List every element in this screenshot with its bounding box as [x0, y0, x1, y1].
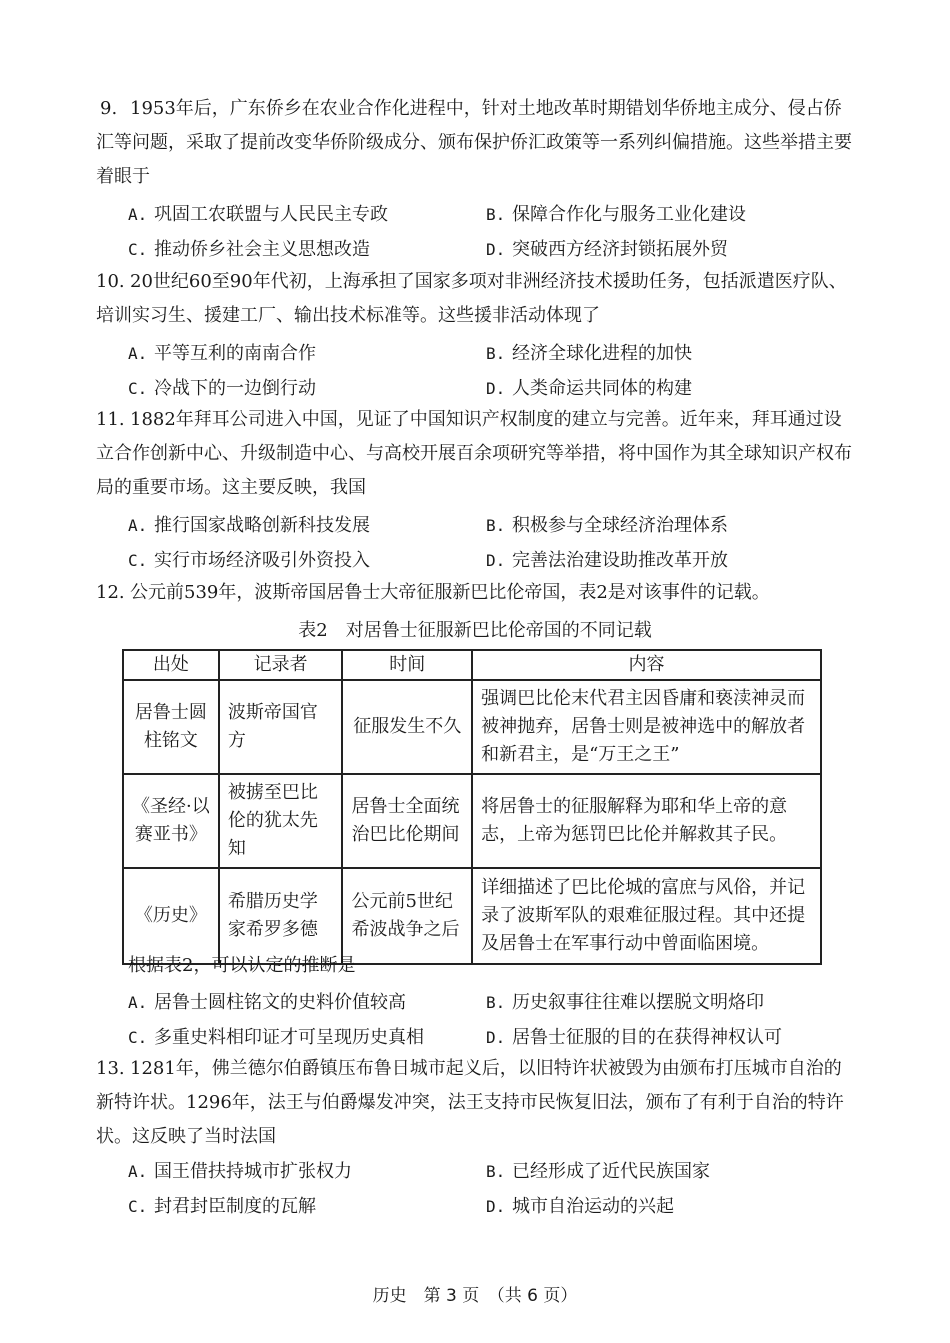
question-stem: 公元前539年，波斯帝国居鲁士大帝征服新巴比伦帝国，表2是对该事件的记载。	[130, 582, 770, 603]
option-c[interactable]: C. 多重史料相印证才可呈现历史真相	[128, 1027, 424, 1048]
header-time: 时间	[342, 650, 472, 680]
table-caption: 表2 对居鲁士征服新巴比伦帝国的不同记载	[298, 620, 652, 641]
option-d[interactable]: D. 城市自治运动的兴起	[486, 1196, 674, 1217]
option-a[interactable]: A. 推行国家战略创新科技发展	[128, 515, 370, 536]
question-prompt: 根据表2，可以认定的推断是	[128, 955, 356, 976]
question-number: 12.	[96, 582, 125, 603]
table-header-row	[123, 650, 821, 680]
cell-recorder: 波斯帝国官方	[219, 680, 343, 774]
cell-recorder: 被掳至巴比伦的犹太先知	[219, 774, 343, 868]
option-c[interactable]: C. 封君封臣制度的瓦解	[128, 1196, 316, 1217]
option-b[interactable]: B. 保障合作化与服务工业化建设	[486, 204, 746, 225]
header-recorder: 记录者	[219, 650, 343, 680]
option-a[interactable]: A. 巩固工农联盟与人民民主专政	[128, 204, 388, 225]
cell-content: 强调巴比伦末代君主因昏庸和亵渎神灵而被神抛弃，居鲁士则是被神选中的解放者和新君主，是“万王之王”	[472, 680, 821, 774]
question-10	[96, 265, 856, 333]
question-stem: 20世纪60至90年代初，上海承担了国家多项对非洲经济技术援助任务，包括派遣医疗队、培训实习生、援建工厂、输出技术标准等。这些援非活动体现了	[96, 271, 847, 326]
question-stem: 1953年后，广东侨乡在农业合作化进程中，针对土地改革时期错划华侨地主成分、侵占侨汇等问题，采取了提前改变华侨阶级成分、颁布保护侨汇政策等一系列纠偏措施。这些举措主要着眼于	[96, 98, 852, 187]
option-d[interactable]: D. 人类命运共同体的构建	[486, 378, 692, 399]
cell-source: 《历史》	[123, 868, 219, 964]
cell-source: 居鲁士圆柱铭文	[123, 680, 219, 774]
option-b[interactable]: B. 历史叙事往往难以摆脱文明烙印	[486, 992, 764, 1013]
records-table	[122, 649, 822, 965]
option-c[interactable]: C. 冷战下的一边倒行动	[128, 378, 316, 399]
option-c[interactable]: C. 实行市场经济吸引外资投入	[128, 550, 370, 571]
question-number: 13.	[96, 1058, 125, 1079]
question-11	[96, 403, 856, 505]
option-d[interactable]: D. 突破西方经济封锁拓展外贸	[486, 239, 728, 260]
question-number: 10.	[96, 271, 125, 292]
question-stem: 1882年拜耳公司进入中国，见证了中国知识产权制度的建立与完善。近年来，拜耳通过设立合作创新中心、升级制造中心、与高校开展百余项研究等举措，将中国作为其全球知识产权布局的重要市场。这主要反映，我国	[96, 409, 852, 498]
question-number: 9.	[100, 98, 118, 119]
option-b[interactable]: B. 经济全球化进程的加快	[486, 343, 692, 364]
question-stem: 1281年，佛兰德尔伯爵镇压布鲁日城市起义后，以旧特许状被毁为由颁布打压城市自治的新特许状。1296年，法王与伯爵爆发冲突，法王支持市民恢复旧法，颁布了有利于自治的特许状。这反映了当时法国	[96, 1058, 844, 1147]
question-9	[96, 92, 856, 194]
cell-time: 居鲁士全面统治巴比伦期间	[342, 774, 472, 868]
cell-time: 公元前5世纪希波战争之后	[342, 868, 472, 964]
question-12-prompt	[128, 949, 888, 983]
cell-content: 将居鲁士的征服解释为耶和华上帝的意志，上帝为惩罚巴比伦并解救其子民。	[472, 774, 821, 868]
option-a[interactable]: A. 居鲁士圆柱铭文的史料价值较高	[128, 992, 406, 1013]
option-d[interactable]: D. 居鲁士征服的目的在获得神权认可	[486, 1027, 782, 1048]
cell-recorder: 希腊历史学家希罗多德	[219, 868, 343, 964]
page-footer: 历史 第 3 页 （共 6 页）	[372, 1286, 578, 1306]
cell-content: 详细描述了巴比伦城的富庶与风俗，并记录了波斯军队的艰难征服过程。其中还提及居鲁士在军事行动中曾面临困境。	[472, 868, 821, 964]
question-12	[96, 576, 856, 610]
option-c[interactable]: C. 推动侨乡社会主义思想改造	[128, 239, 370, 260]
header-content: 内容	[472, 650, 821, 680]
option-b[interactable]: B. 积极参与全球经济治理体系	[486, 515, 728, 536]
option-d[interactable]: D. 完善法治建设助推改革开放	[486, 550, 728, 571]
header-source: 出处	[123, 650, 219, 680]
table-row	[123, 680, 821, 774]
cell-time: 征服发生不久	[342, 680, 472, 774]
table-row	[123, 774, 821, 868]
question-13	[96, 1052, 856, 1154]
cell-source: 《圣经·以赛亚书》	[123, 774, 219, 868]
option-b[interactable]: B. 已经形成了近代民族国家	[486, 1161, 710, 1182]
question-number: 11.	[96, 409, 125, 430]
option-a[interactable]: A. 平等互利的南南合作	[128, 343, 316, 364]
option-a[interactable]: A. 国王借扶持城市扩张权力	[128, 1161, 352, 1182]
